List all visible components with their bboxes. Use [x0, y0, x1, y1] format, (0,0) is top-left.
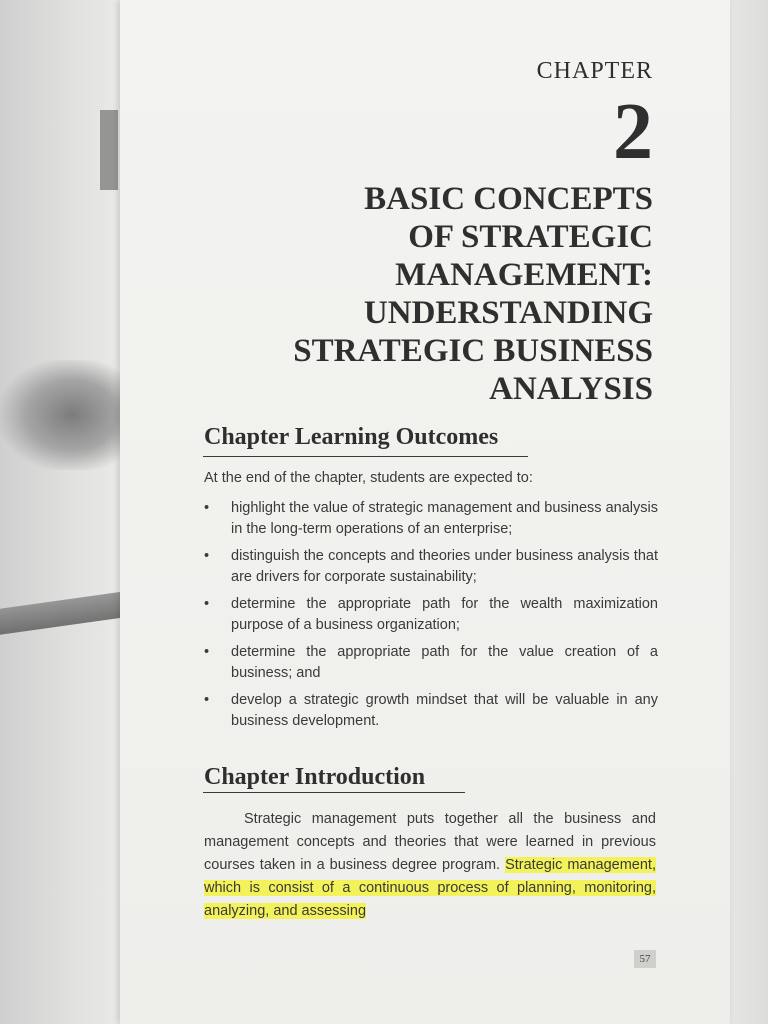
highlighted-text: Strategic management, which is consist of a continuous process of planning, monitoring, analyzing, and assessing — [204, 857, 656, 919]
chapter-label: CHAPTER — [536, 58, 653, 84]
list-item: • develop a strategic growth mindset that will be valuable in any business development. — [204, 692, 658, 729]
bullet-icon: • — [204, 548, 210, 564]
chapter-title-line: BASIC CONCEPTS — [364, 181, 653, 217]
heading-rule — [203, 456, 528, 457]
bullet-icon: • — [204, 644, 210, 660]
bullet-icon: • — [204, 692, 210, 708]
introduction-paragraph — [204, 808, 656, 923]
learning-outcomes-heading: Chapter Learning Outcomes — [204, 424, 499, 450]
background-object — [0, 360, 120, 470]
page-edge — [730, 0, 768, 1024]
outcomes-lead: At the end of the chapter, students are expected to: — [204, 470, 533, 486]
bullet-icon: • — [204, 500, 210, 516]
outcomes-list — [204, 498, 658, 738]
heading-rule — [203, 792, 465, 793]
chapter-title — [233, 180, 653, 408]
chapter-title-line: OF STRATEGIC — [408, 219, 653, 255]
chapter-title-line: MANAGEMENT: — [395, 257, 653, 293]
list-item: • determine the appropriate path for the wealth maximization purpose of a business organization; — [204, 596, 658, 633]
list-item: • determine the appropriate path for the value creation of a business; and — [204, 644, 658, 681]
list-item: • distinguish the concepts and theories under business analysis that are drivers for corporate sustainability; — [204, 548, 658, 585]
background-clip — [100, 110, 118, 190]
bullet-icon: • — [204, 596, 210, 612]
list-item: • highlight the value of strategic management and business analysis in the long-term operations of an enterprise; — [204, 500, 658, 537]
introduction-heading: Chapter Introduction — [204, 764, 426, 790]
chapter-title-line: UNDERSTANDING — [363, 295, 653, 331]
chapter-title-line: STRATEGIC BUSINESS — [293, 333, 653, 369]
page-number: 57 — [634, 950, 656, 968]
chapter-title-line: ANALYSIS — [489, 371, 653, 407]
intro-text: Strategic management puts together all the business and management concepts and theories that were learned in previous courses taken in a business degree program. — [204, 811, 656, 873]
chapter-number: 2 — [613, 88, 653, 176]
